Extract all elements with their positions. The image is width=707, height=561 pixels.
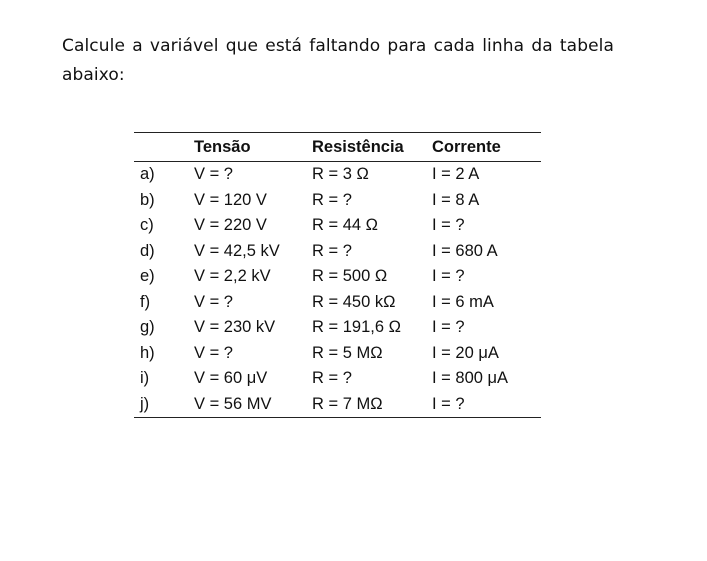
- table-row: [134, 264, 541, 290]
- cell-resistencia: R = 191,6 Ω: [312, 318, 401, 337]
- row-label: d): [140, 241, 155, 260]
- table-row: [134, 392, 541, 418]
- question-text: Calcule a variável que está faltando para cada linha da tabela abaixo:: [62, 36, 614, 85]
- table-row: [134, 239, 541, 265]
- cell-tensao: V = 56 MV: [194, 392, 312, 418]
- table-row: [134, 188, 541, 214]
- row-label: a): [140, 165, 155, 184]
- cell-tensao: V = ?: [194, 165, 233, 184]
- cell-resistencia: R = 7 MΩ: [312, 392, 432, 418]
- table-row: [134, 366, 541, 392]
- cell-corrente: I = 20 μA: [432, 343, 499, 362]
- row-label: c): [140, 216, 154, 235]
- cell-corrente: I = 800 μA: [432, 369, 509, 388]
- cell-tensao: V = 230 kV: [194, 318, 276, 337]
- table-header-row: [134, 133, 541, 162]
- cell-tensao: V = 2,2 kV: [194, 267, 271, 286]
- table-row: [134, 213, 541, 239]
- row-label: j): [134, 392, 194, 418]
- row-label: b): [140, 190, 155, 209]
- cell-tensao: V = ?: [194, 292, 233, 311]
- cell-tensao: V = ?: [194, 343, 233, 362]
- cell-corrente: I = ?: [432, 318, 465, 337]
- header-label: [134, 133, 194, 162]
- cell-tensao: V = 220 V: [194, 216, 267, 235]
- cell-resistencia: R = 5 MΩ: [312, 343, 383, 362]
- row-label: f): [140, 292, 151, 311]
- row-label: g): [140, 318, 155, 337]
- cell-corrente: I = ?: [432, 216, 465, 235]
- cell-resistencia: R = ?: [312, 369, 352, 388]
- row-label: e): [140, 267, 155, 286]
- cell-resistencia: R = 500 Ω: [312, 267, 388, 286]
- header-tensao: Tensão: [194, 133, 312, 162]
- table-row: [134, 162, 541, 188]
- table-row: [134, 341, 541, 367]
- header-corrente: Corrente: [432, 133, 541, 162]
- table-row: [134, 315, 541, 341]
- row-label: h): [140, 343, 155, 362]
- exercise-table: [134, 132, 541, 418]
- cell-corrente: I = 680 A: [432, 241, 498, 260]
- cell-tensao: V = 60 μV: [194, 369, 268, 388]
- cell-tensao: V = 120 V: [194, 190, 267, 209]
- cell-corrente: I = 6 mA: [432, 292, 494, 311]
- cell-tensao: V = 42,5 kV: [194, 241, 280, 260]
- cell-corrente: I = 8 A: [432, 190, 480, 209]
- cell-resistencia: R = 3 Ω: [312, 165, 369, 184]
- row-label: i): [140, 369, 150, 388]
- cell-resistencia: R = 450 kΩ: [312, 292, 396, 311]
- header-resistencia: Resistência: [312, 133, 432, 162]
- cell-resistencia: R = ?: [312, 190, 352, 209]
- table-row: [134, 290, 541, 316]
- cell-resistencia: R = 44 Ω: [312, 216, 378, 235]
- cell-resistencia: R = ?: [312, 241, 352, 260]
- cell-corrente: I = ?: [432, 392, 541, 418]
- cell-corrente: I = ?: [432, 267, 465, 286]
- cell-corrente: I = 2 A: [432, 165, 480, 184]
